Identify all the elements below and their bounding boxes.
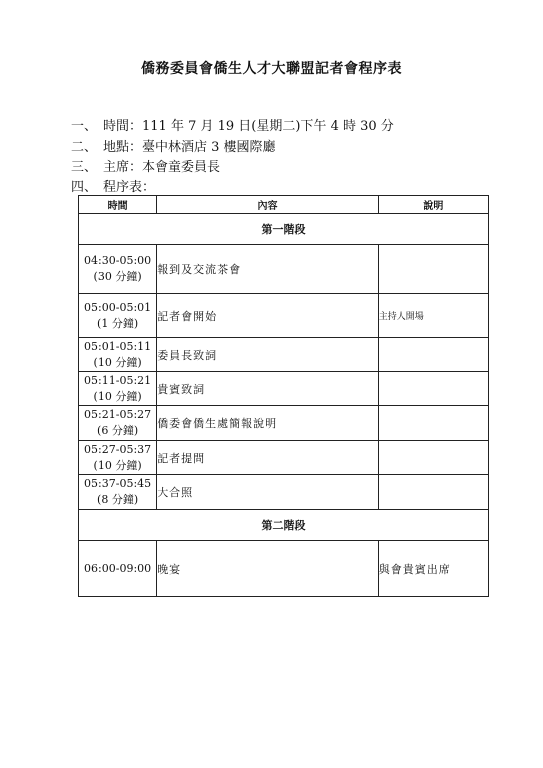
document-title: 僑務委員會僑生人才大聯盟記者會程序表 (141, 61, 402, 77)
info-text: 地點：臺中林酒店 3 樓國際廳 (103, 140, 276, 155)
time-cell (79, 541, 157, 597)
info-text: 時間：111 年 7 月 19 日(星期二)下午 4 時 30 分 (103, 119, 394, 134)
time-range: 05:00-05:01 (84, 300, 152, 314)
note-cell: 主持人開場 (378, 294, 488, 338)
time-cell (79, 372, 157, 406)
info-number: 二、 (71, 140, 98, 155)
content-cell: 記者會開始 (157, 294, 379, 338)
content-cell: 記者提問 (157, 441, 379, 475)
table-row (79, 338, 489, 372)
note-cell (378, 338, 488, 372)
duration: (10 分鐘) (93, 355, 142, 369)
note-cell (378, 406, 488, 441)
header-note: 說明 (378, 196, 488, 214)
table-row (79, 441, 489, 475)
time-cell (79, 475, 157, 510)
duration: (10 分鐘) (93, 458, 142, 472)
info-text: 主席：本會童委員長 (103, 160, 221, 175)
table-row (79, 294, 489, 338)
stage-label: 第二階段 (79, 510, 489, 541)
time-range: 04:30-05:00 (84, 254, 152, 267)
header-time: 時間 (79, 196, 157, 214)
time-range: 05:21-05:27 (84, 408, 152, 421)
info-number: 四、 (71, 180, 98, 195)
content-cell: 委員長致詞 (157, 338, 379, 372)
duration: (30 分鐘) (93, 270, 142, 283)
table-row (79, 541, 489, 597)
duration: (10 分鐘) (93, 389, 142, 403)
info-number: 一、 (71, 119, 98, 134)
content-cell: 大合照 (157, 475, 379, 510)
info-number: 三、 (71, 160, 98, 175)
duration: (6 分鐘) (97, 424, 139, 437)
content-cell: 僑委會僑生處簡報說明 (157, 406, 379, 441)
time-cell (79, 338, 157, 372)
content-cell: 報到及交流茶會 (157, 245, 379, 294)
time-cell (79, 294, 157, 338)
time-cell (79, 441, 157, 475)
info-time (71, 117, 394, 137)
info-text: 程序表： (103, 180, 156, 195)
note-cell (378, 475, 488, 510)
time-range: 06:00-09:00 (84, 561, 152, 575)
content-cell: 晚宴 (157, 541, 379, 597)
time-cell (79, 245, 157, 294)
table-row (79, 372, 489, 406)
note-cell (378, 372, 488, 406)
stage-row (79, 214, 489, 245)
content-cell: 貴賓致詞 (157, 372, 379, 406)
table-header-row (79, 196, 489, 214)
schedule-table (78, 195, 489, 597)
note-cell (378, 441, 488, 475)
header-content: 內容 (157, 196, 379, 214)
duration: (8 分鐘) (97, 493, 139, 506)
time-range: 05:01-05:11 (84, 339, 152, 353)
time-range: 05:27-05:37 (84, 442, 152, 456)
info-location (71, 138, 276, 158)
table-row (79, 406, 489, 441)
duration: (1 分鐘) (97, 316, 139, 330)
stage-row (79, 510, 489, 541)
time-cell (79, 406, 157, 441)
time-range: 05:11-05:21 (84, 373, 152, 387)
time-range: 05:37-05:45 (84, 477, 152, 490)
note-cell: 與會貴賓出席 (378, 541, 488, 597)
stage-label: 第一階段 (79, 214, 489, 245)
note-cell (378, 245, 488, 294)
table-row (79, 245, 489, 294)
info-chair (71, 158, 220, 178)
table-row (79, 475, 489, 510)
